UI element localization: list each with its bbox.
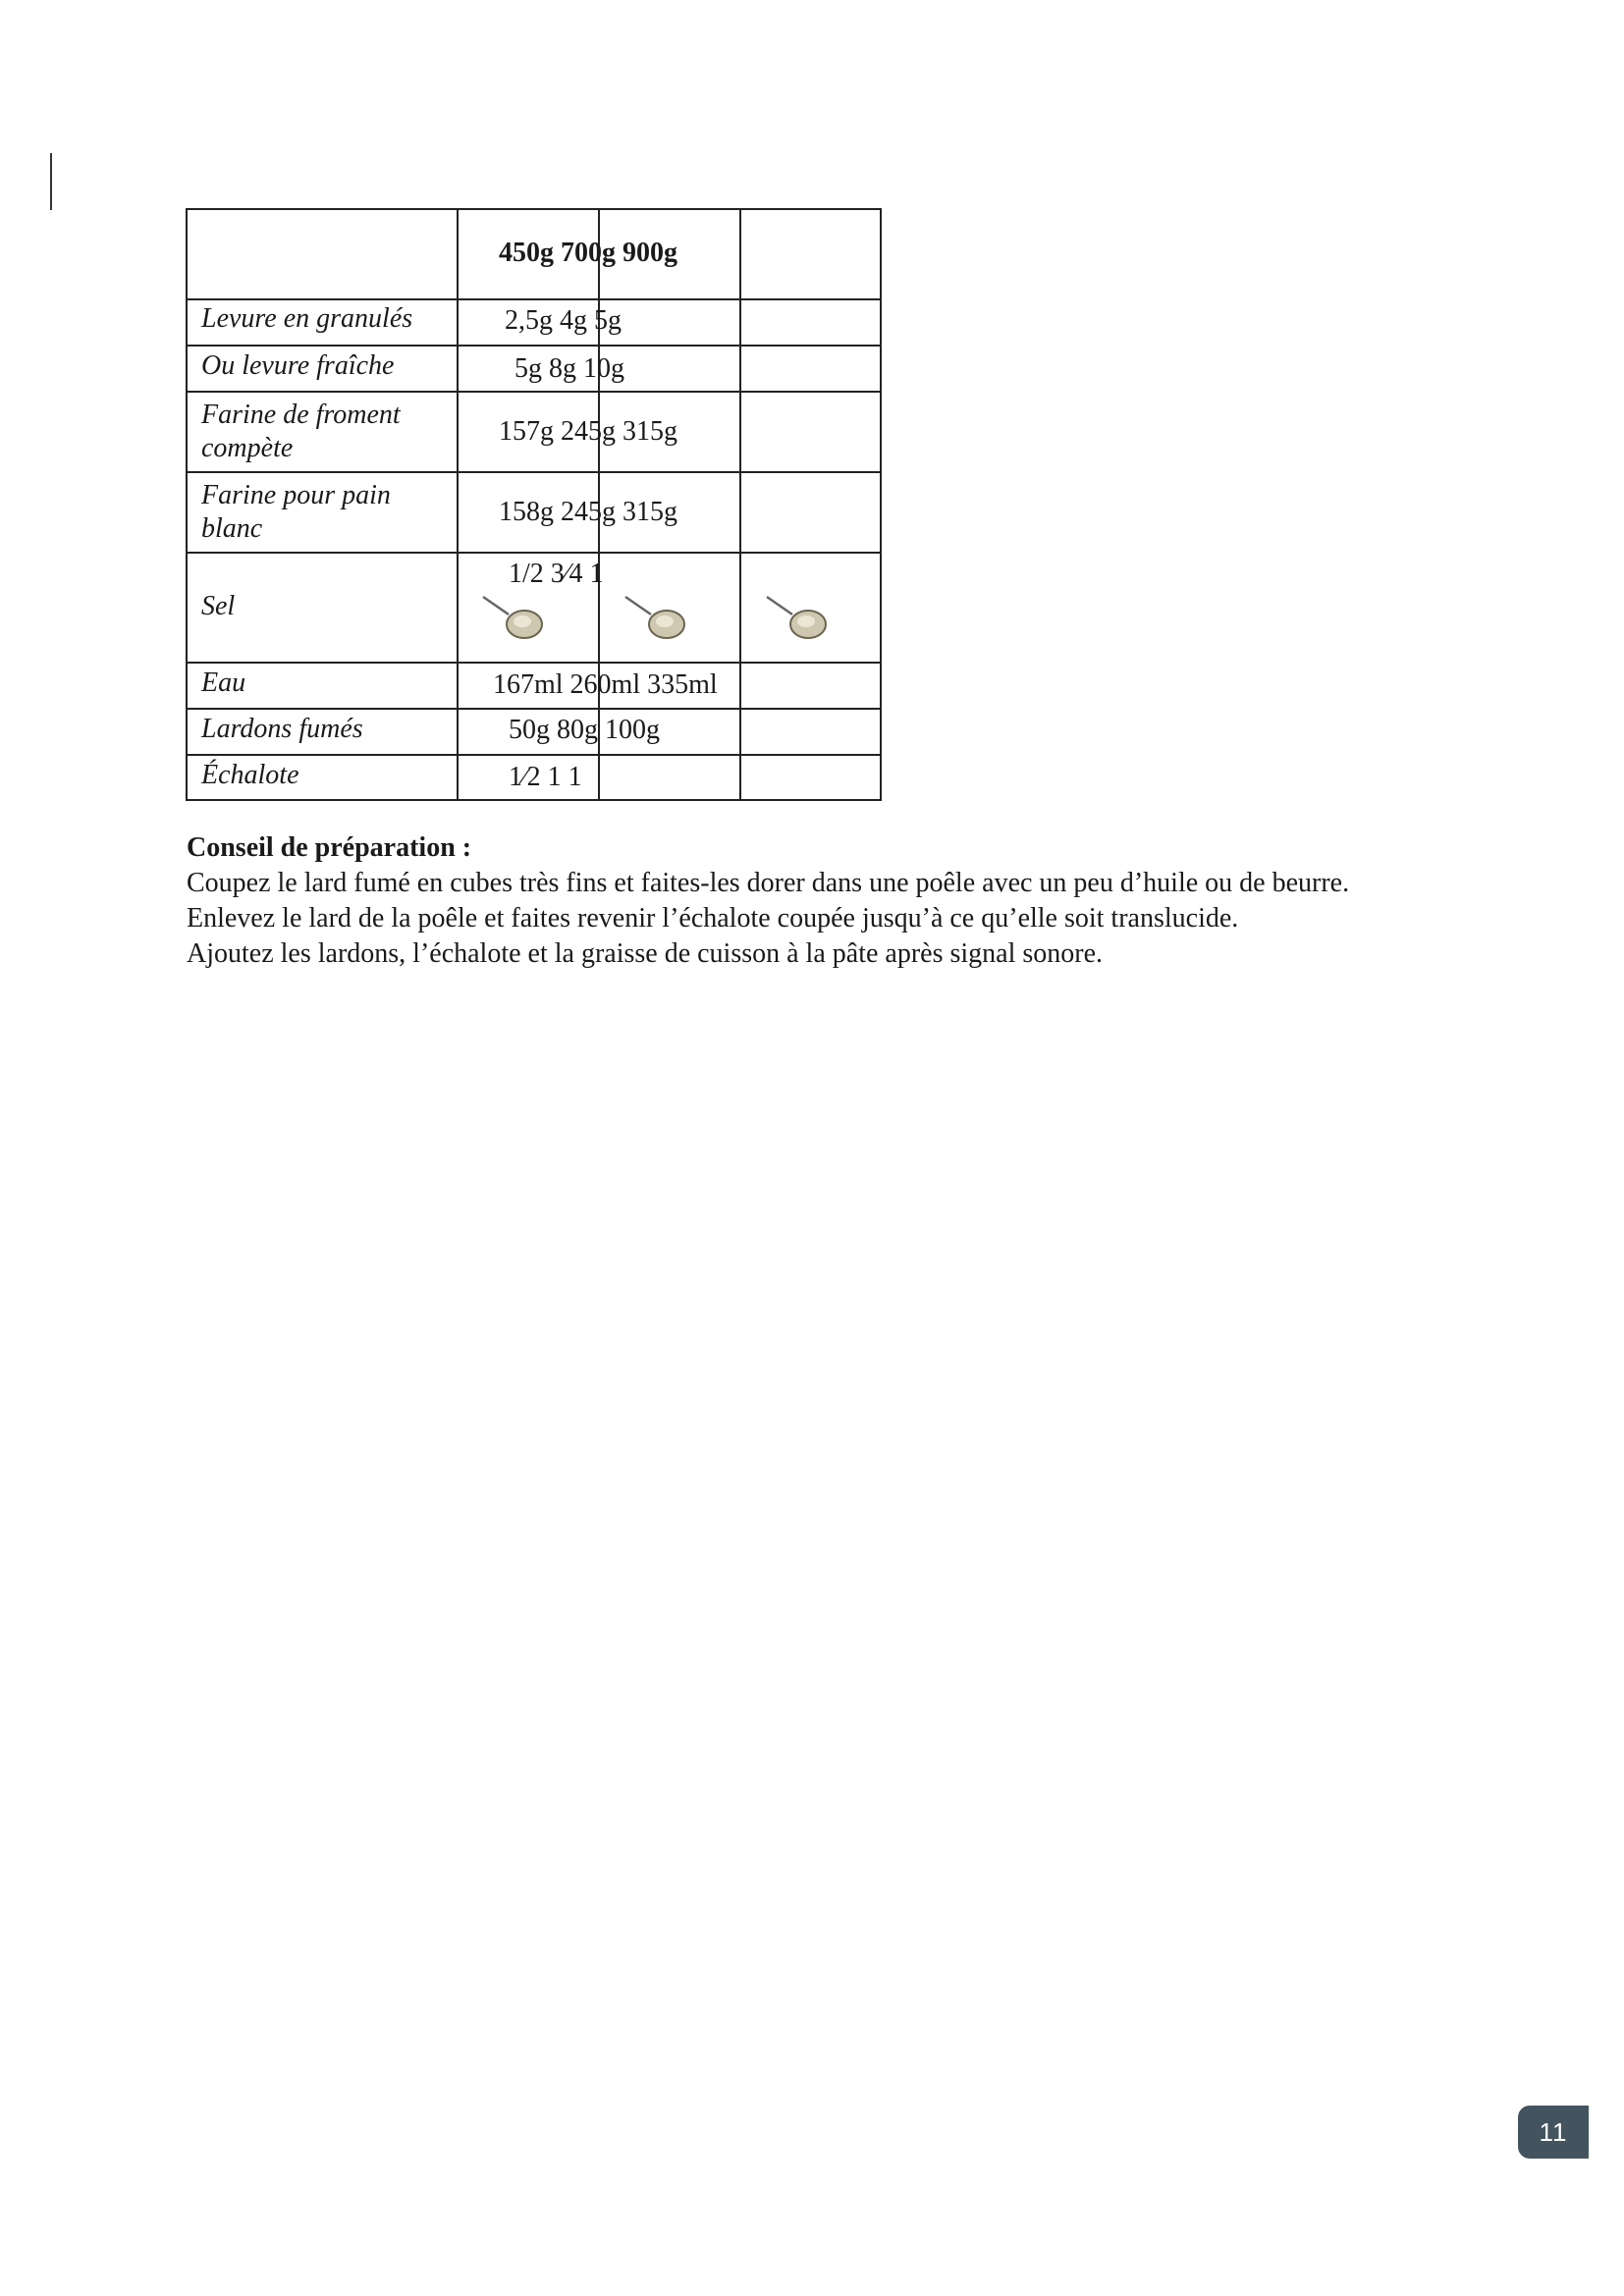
spoon-icon <box>479 593 556 644</box>
spoon-icon <box>622 593 698 644</box>
row-values: 5g 8g 10g <box>514 353 624 384</box>
row-label: Eau <box>201 667 246 698</box>
row-values: 2,5g 4g 5g <box>505 305 622 336</box>
page-number: 11 <box>1518 2106 1589 2159</box>
row-label: Sel <box>201 591 236 621</box>
row-label: Échalote <box>201 760 299 790</box>
row-values: 157g 245g 315g <box>499 416 677 447</box>
table-header-values: 450g 700g 900g <box>499 238 677 268</box>
margin-marker <box>50 153 52 210</box>
row-values: 158g 245g 315g <box>499 497 677 527</box>
advice-line: Enlevez le lard de la poêle et faites revenir l’échalote coupée jusqu’à ce qu’elle soit translucide. <box>187 903 1239 934</box>
row-values: 1⁄2 1 1 <box>509 762 582 792</box>
row-label: Farine pour pain blanc <box>201 480 391 544</box>
row-values: 1/2 3⁄4 1 <box>509 559 604 589</box>
row-values: 167ml 260ml 335ml <box>493 669 718 700</box>
row-label: Ou levure fraîche <box>201 350 395 381</box>
advice-line: Ajoutez les lardons, l’échalote et la graisse de cuisson à la pâte après signal sonore. <box>187 938 1104 969</box>
ingredient-table <box>186 208 882 801</box>
row-label: Lardons fumés <box>201 714 363 744</box>
row-label: Farine de froment compète <box>201 400 401 463</box>
row-values: 50g 80g 100g <box>509 715 660 745</box>
preparation-advice <box>187 830 1483 972</box>
spoon-icon <box>763 593 839 644</box>
advice-line: Coupez le lard fumé en cubes très fins et faites-les dorer dans une poêle avec un peu d’huile ou de beurre. <box>187 868 1350 898</box>
advice-title: Conseil de préparation : <box>187 832 472 863</box>
row-label: Levure en granulés <box>201 303 413 334</box>
